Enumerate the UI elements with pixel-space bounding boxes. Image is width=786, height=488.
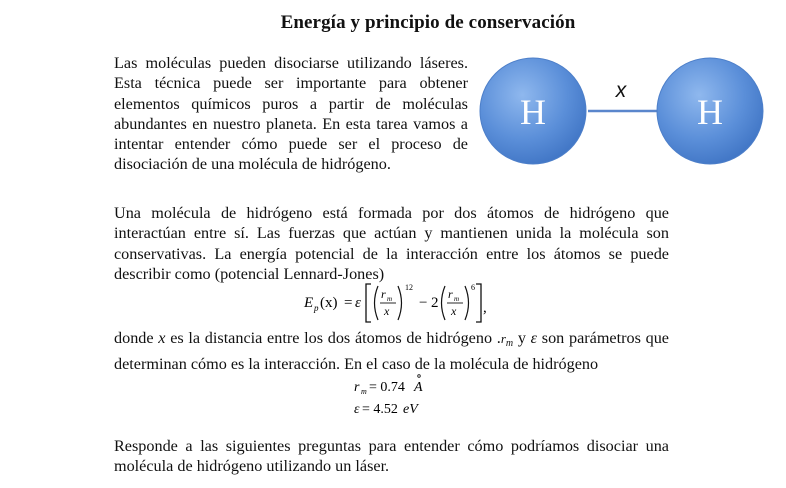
- p3-epsilon-symbol: ε: [530, 329, 538, 347]
- eq-paren-right-2: [465, 286, 469, 320]
- eq-coefficient: 2: [431, 295, 439, 311]
- const-eps-unit: eV: [403, 402, 418, 417]
- eq-exponent-6: 6: [471, 283, 475, 292]
- eq-x-1: x: [384, 304, 390, 318]
- atom-left-label: H: [520, 92, 546, 132]
- eq-trailing-comma: ,: [483, 300, 487, 316]
- eq-outer-bracket-right: [476, 284, 481, 322]
- intro-paragraph: Las moléculas pueden disociarse utilizando láseres. Esta técnica puede ser importante para obtener elementos químicos puros a partir de moléculas abundantes en nuestro planeta. En esta tarea vamos a intentar entender cómo puede ser el proceso de disociación de una molécula de hidrógeno.: [114, 54, 468, 174]
- eq-lhs-sub: p: [314, 303, 319, 313]
- hydrogen-constants: [352, 372, 442, 422]
- eq-epsilon: ε: [355, 295, 361, 311]
- eq-rm-1: r: [381, 287, 386, 301]
- eq-lhs-arg: (x): [320, 295, 338, 311]
- eq-outer-bracket-left: [366, 284, 371, 322]
- p3-text-c: y: [513, 329, 531, 347]
- const-rm-symbol: r: [354, 380, 360, 395]
- const-rm-unit: A: [414, 380, 423, 395]
- p3-text-b: es la distancia entre los dos átomos de hidrógeno .: [165, 329, 501, 347]
- p3-rm-sub: m: [505, 338, 514, 349]
- eq-lhs-symbol: E: [304, 295, 314, 311]
- closing-paragraph: Responde a las siguientes preguntas para entender cómo podríamos disociar una molécula de hidrógeno utilizando un láser.: [114, 437, 669, 476]
- eq-paren-left-1: [375, 286, 379, 320]
- eq-paren-left-2: [442, 286, 446, 320]
- eq-x-2: x: [451, 304, 457, 318]
- p3-x-symbol: x: [158, 329, 166, 347]
- eq-rm-sub-2: m: [454, 295, 460, 303]
- lennard-jones-paragraph: Una molécula de hidrógeno está formada por dos átomos de hidrógeno que interactúan entre sí. Las fuerzas que actúan y mantienen unida la molécula son conservativas. La energía potencial de la interacción entre los átomos se puede describir como (potencial Lennard-Jones): [114, 204, 669, 283]
- p3-text-d: son parámetros que determinan cómo es la interacción. En el caso de la molécula de hidrógeno: [114, 329, 669, 374]
- p3-rm-symbol: r: [500, 331, 506, 346]
- eq-rm-sub-1: m: [387, 295, 393, 303]
- parameters-paragraph: [114, 328, 669, 375]
- const-rm-sub: m: [361, 387, 367, 396]
- eq-rm-2: r: [448, 287, 453, 301]
- distance-label: x: [615, 79, 627, 102]
- const-rm-value: = 0.74: [369, 380, 405, 395]
- p3-text-a: donde: [114, 329, 159, 347]
- eq-equals: =: [344, 295, 353, 311]
- eq-exponent-12: 12: [405, 283, 413, 292]
- page-title: Energía y principio de conservación: [280, 12, 576, 33]
- atom-right-label: H: [697, 92, 723, 132]
- eq-minus: −: [419, 295, 428, 311]
- lennard-jones-equation: [280, 280, 520, 324]
- hydrogen-molecule-diagram: [478, 54, 778, 174]
- angstrom-ring: [418, 375, 421, 378]
- const-eps-value: = 4.52: [362, 402, 398, 417]
- eq-paren-right-1: [398, 286, 402, 320]
- const-eps-symbol: ε: [354, 402, 360, 417]
